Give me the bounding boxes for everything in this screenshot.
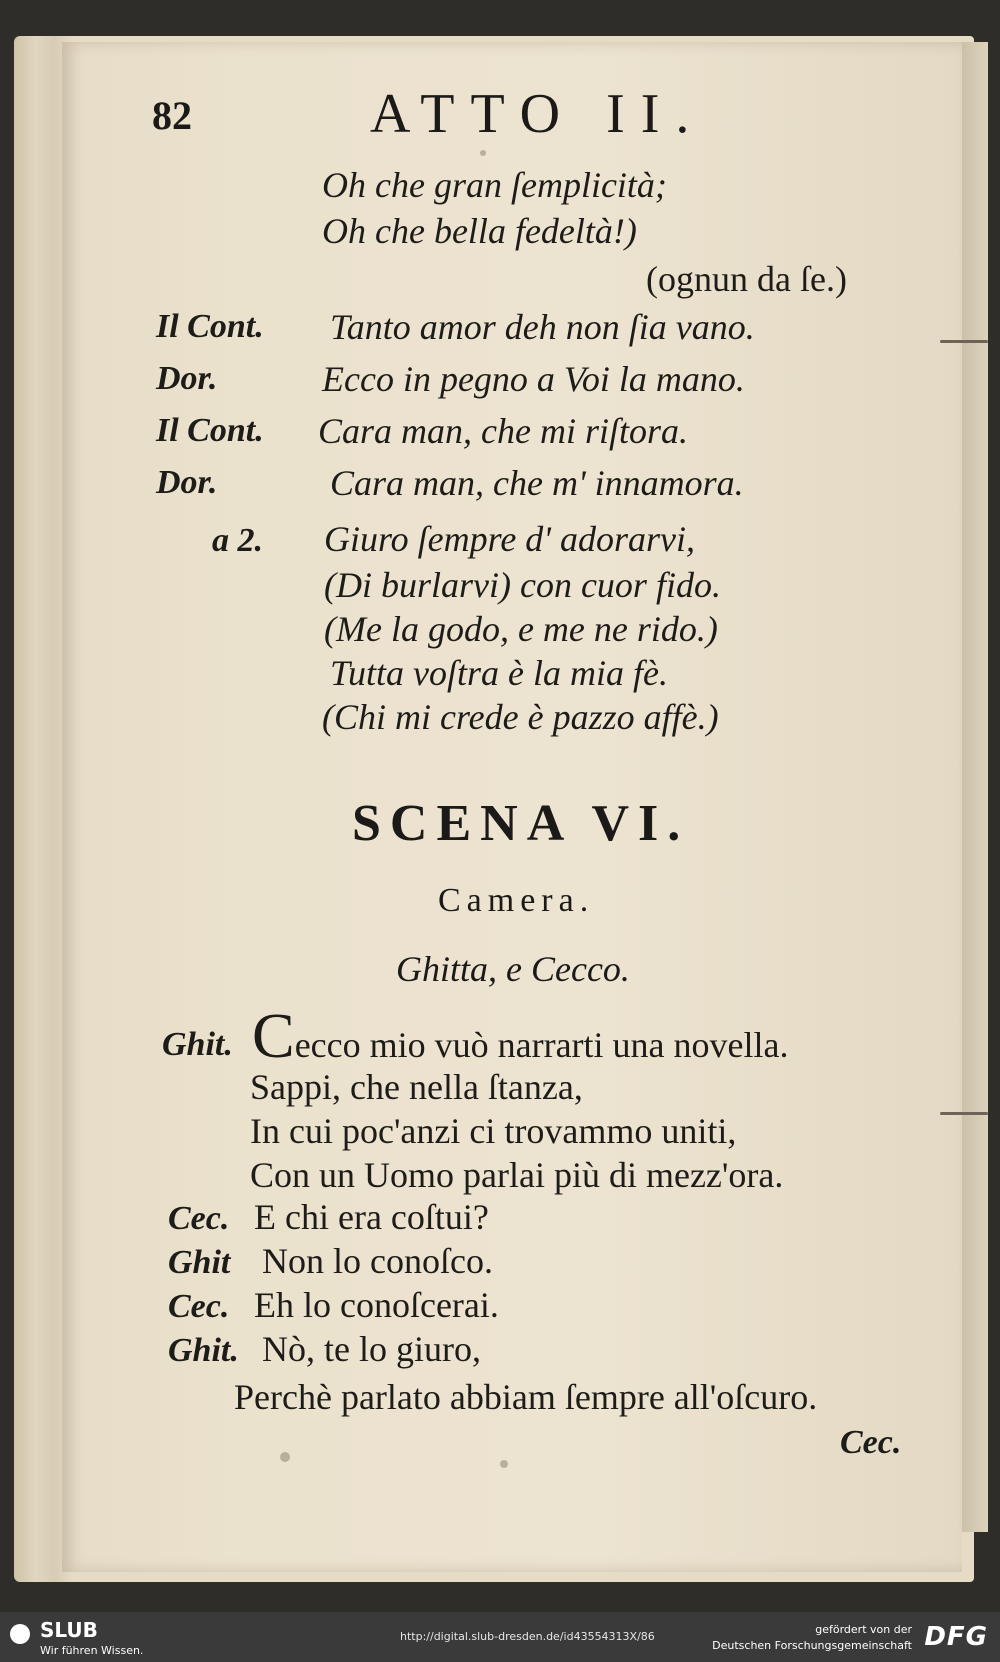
slub-logo-icon: [10, 1624, 30, 1644]
viewer-footer: [0, 1612, 1000, 1662]
speaker-label: Ghit.: [162, 1026, 233, 1063]
verse-line: Tanto amor deh non ſia vano.: [330, 307, 755, 347]
dfg-logo[interactable]: DFG: [924, 1622, 988, 1652]
verse-line: Oh che bella fedeltà!): [322, 211, 637, 251]
stage-direction: (ognun da ſe.): [646, 259, 847, 299]
speaker-label: Il Cont.: [156, 412, 264, 449]
speaker-label: Ghit: [168, 1244, 231, 1281]
dialogue-line: Con un Uomo parlai più di mezz'ora.: [250, 1155, 784, 1195]
speaker-label: Dor.: [156, 464, 218, 501]
verse-line: Ecco in pegno a Voi la mano.: [322, 359, 745, 399]
verse-line: Cara man, che mi riſtora.: [318, 411, 689, 451]
scene-place: Camera.: [438, 882, 595, 919]
verse-line: (Me la godo, e me ne rido.): [324, 609, 718, 649]
running-head: ATTO II.: [370, 83, 706, 145]
scene-characters: Ghitta, e Cecco.: [396, 949, 630, 989]
page-number: 82: [152, 93, 192, 138]
binding-thread: [940, 1112, 988, 1115]
verse-line: Oh che gran ſemplicità;: [322, 165, 667, 205]
funding-note: [712, 1622, 912, 1654]
slub-logo-text[interactable]: SLUB: [40, 1618, 98, 1642]
speaker-label: Dor.: [156, 360, 218, 397]
permalink-url[interactable]: http://digital.slub-dresden.de/id43554313X/86: [400, 1630, 655, 1643]
dialogue-line: Eh lo conoſcerai.: [254, 1285, 499, 1325]
dialogue-line: Sappi, che nella ſtanza,: [250, 1067, 583, 1107]
speaker-label: Cec.: [168, 1288, 230, 1325]
funding-line-2: Deutschen Forschungsgemeinschaft: [712, 1639, 912, 1652]
funding-line-1: gefördert von der: [815, 1623, 912, 1636]
verse-line: Tutta voſtra è la mia fè.: [330, 653, 668, 693]
verse-line: (Di burlarvi) con cuor fido.: [324, 565, 721, 605]
drop-cap: C: [252, 1000, 295, 1071]
dialogue-line: E chi era coſtui?: [254, 1197, 489, 1237]
verse-line: Giuro ſempre d' adorarvi,: [324, 519, 696, 559]
dialogue-line: Perchè parlato abbiam ſempre all'oſcuro.: [234, 1377, 818, 1417]
binding-thread: [940, 340, 988, 343]
scene-title: SCENA VI.: [352, 795, 690, 852]
speaker-label: Il Cont.: [156, 308, 264, 345]
speaker-label: a 2.: [212, 522, 263, 559]
verse-line: (Chi mi crede è pazzo affè.): [322, 697, 719, 737]
slub-tagline: Wir führen Wissen.: [40, 1644, 144, 1657]
catchword: Cec.: [840, 1424, 902, 1461]
paper-stain: [480, 150, 486, 156]
dialogue-line: Non lo conoſco.: [262, 1241, 493, 1281]
speaker-label: Ghit.: [168, 1332, 239, 1369]
facing-page-edge: [958, 42, 988, 1532]
speaker-label: Cec.: [168, 1200, 230, 1237]
paper-stain: [500, 1460, 508, 1468]
dialogue-text: ecco mio vuò narrarti una novella.: [294, 1025, 789, 1065]
dialogue-line: In cui poc'anzi ci trovammo uniti,: [250, 1111, 737, 1151]
verse-line: Cara man, che m' innamora.: [330, 463, 744, 503]
paper-stain: [280, 1452, 290, 1462]
dialogue-line: Nò, te lo giuro,: [262, 1329, 481, 1369]
dialogue-line: [252, 1000, 789, 1071]
